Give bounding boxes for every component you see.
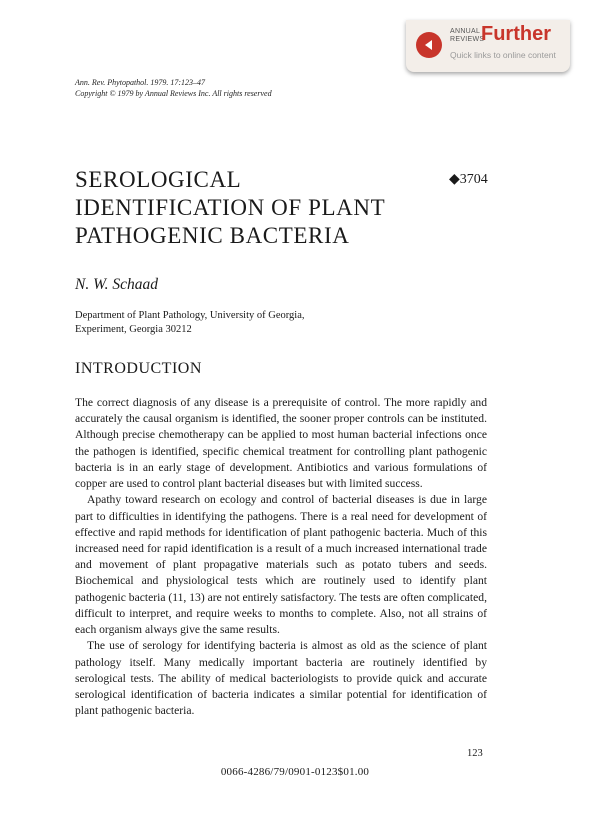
affiliation-line: Department of Plant Pathology, University of Georgia, <box>75 310 305 321</box>
title-line: PATHOGENIC BACTERIA <box>75 223 350 248</box>
paragraph: The correct diagnosis of any disease is a prerequisite of control. The more rapidly and accurately the causal organism is identified, the sooner proper controls can be instituted. Although precise chemotherapy can be applied to most human bacterial infections once the pathogen is identified, specific chemical treatment for controlling plant pathogenic bacteria is in an early stage of development. Antibiotics and various formulations of copper are used to control plant bacterial diseases but with limited success. <box>75 396 487 491</box>
annual-reviews-further-badge[interactable] <box>406 20 570 72</box>
article-title <box>75 166 385 250</box>
quick-links-label: Quick links to online content <box>450 50 556 60</box>
annual-reviews-label: ANNUAL REVIEWS <box>450 28 485 43</box>
article-body <box>75 395 487 719</box>
copyright-line: Copyright © 1979 by Annual Reviews Inc. All rights reserved <box>75 89 272 98</box>
author-name: N. W. Schaad <box>75 276 158 293</box>
paragraph: The use of serology for identifying bacteria is almost as old as the science of plant pathology itself. Many medically important bacteria are routinely identified by serological tests. The ability of medical bacteriologists to provide quick and accurate serological identification of bacteria indicates a similar potential for identification of plant pathogenic bacteria. <box>75 639 487 718</box>
paragraph: Apathy toward research on ecology and control of bacterial diseases is due in large part to difficulties in identifying the pathogens. There is a real need for development of effective and rapid methods for identification of plant pathogenic bacteria. Much of this increased need for rapid identification is a result of a much increased international trade and movement of plant propagative materials such as potato tubers and seeds. Biochemical and physiological tests which are routinely used to identify plant pathogenic bacteria (11, 13) are not entirely satisfactory. The tests are often complicated, difficult to interpret, and require weeks to months to complete. Also, not all strains of each organism always give the same results. <box>75 493 487 637</box>
title-line: SEROLOGICAL <box>75 167 242 192</box>
affiliation-line: Experiment, Georgia 30212 <box>75 324 192 335</box>
further-label: Further <box>481 23 551 45</box>
footer-code: 0066-4286/79/0901-0123$01.00 <box>220 766 370 778</box>
author-affiliation <box>75 309 305 337</box>
article-code: ◆3704 <box>449 172 488 187</box>
section-heading: INTRODUCTION <box>75 360 202 377</box>
page-number: 123 <box>467 748 483 759</box>
title-line: IDENTIFICATION OF PLANT <box>75 195 386 220</box>
play-arrow-icon <box>416 32 442 58</box>
citation-line-1: Ann. Rev. Phytopathol. 1979. 17:123–47 <box>75 78 206 87</box>
